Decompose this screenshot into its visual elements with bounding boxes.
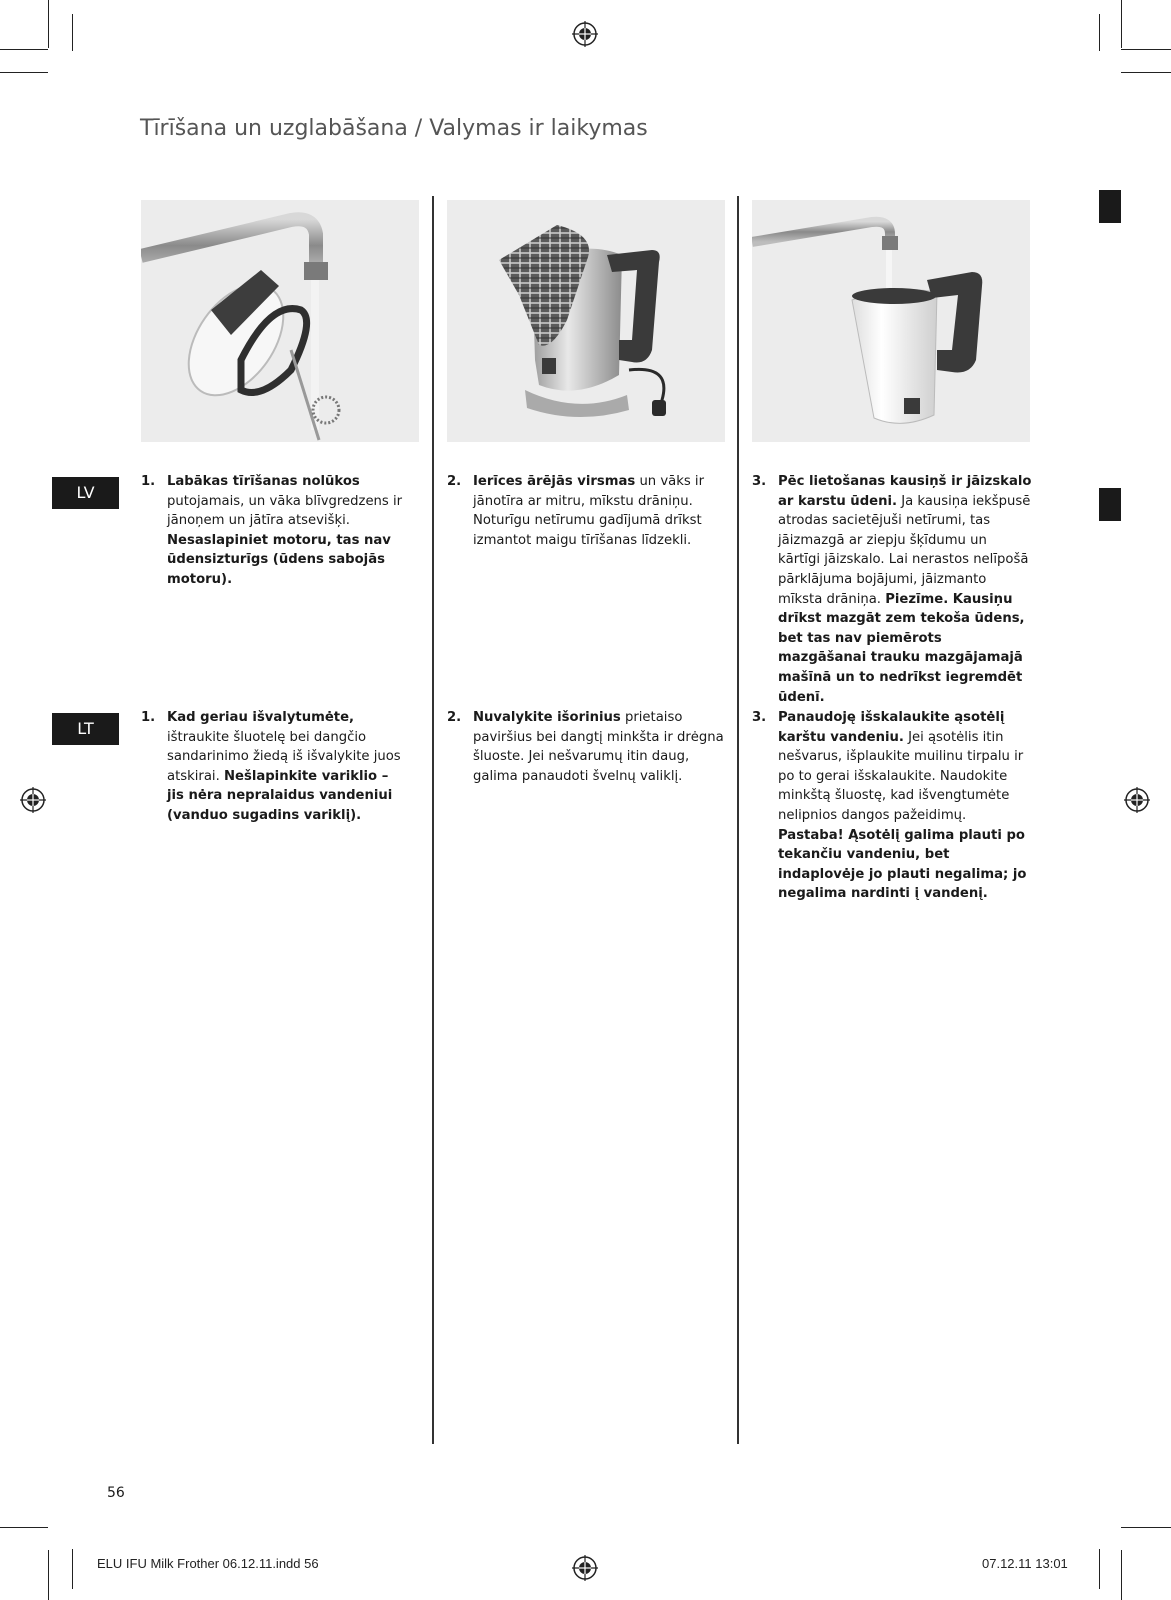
illustration-kettle-with-cloth <box>447 200 725 442</box>
registration-mark-icon <box>1124 787 1150 813</box>
crop-mark <box>48 1550 49 1600</box>
crop-mark <box>72 1549 73 1589</box>
step-text: Ja kausiņa iekšpusē atrodas sacietējuši netīrumi, tas jāizmazgā ar ziepju šķīdumu un kārtīgi jāizskalo. Lai nerastos nelīpošā pārklājuma bojājumi, jāizmanto mīksta drāniņa. <box>778 493 1031 607</box>
crop-mark <box>0 72 48 73</box>
crop-mark <box>0 49 48 50</box>
step-number: 1. <box>141 474 156 489</box>
lv-step-2 <box>447 472 727 550</box>
step-text: prietaiso paviršius bei dangtį minkšta ir drėgna šluoste. Jei nešvarumų itin daug, galima panaudoti švelnų valiklį. <box>473 710 724 784</box>
step-bold-intro: Panaudoję išskalaukite ąsotėlį karštu vandeniu. <box>778 710 1005 745</box>
illustration-whisk-under-tap <box>141 200 419 442</box>
step-bold-intro: Pēc lietošanas kausiņš ir jāizskalo ar karstu ūdeni. <box>778 474 1032 509</box>
lt-step-3 <box>752 708 1032 904</box>
page-number: 56 <box>107 1485 125 1501</box>
column-divider <box>432 196 434 1444</box>
crop-mark <box>0 1527 48 1528</box>
step-bold-note: Piezīme. Kausiņu drīkst mazgāt zem tekoša ūdens, bet tas nav piemērots mazgāšanai trauku mazgājamajā mašīnā un to nedrīkst iegremdēt ūdenī. <box>778 591 1025 705</box>
step-bold-warning: Nesaslapiniet motoru, tas nav ūdensizturīgs (ūdens sabojās motoru). <box>167 532 391 587</box>
crop-mark <box>1099 14 1100 51</box>
step-bold-warning: Nešlapinkite variklio – jis nėra nepralaidus vandeniui (vanduo sugadins variklį). <box>167 768 393 823</box>
kettle-cloth-icon <box>447 200 725 442</box>
crop-mark <box>1121 49 1171 50</box>
step-bold-intro: Labākas tīrīšanas nolūkos <box>167 474 360 489</box>
illustration-jug-under-tap <box>752 200 1030 442</box>
jug-under-tap-icon <box>752 200 1030 442</box>
step-bold-intro: Nuvalykite išorinius <box>473 710 621 725</box>
crop-mark <box>1121 0 1122 48</box>
footer-file-name: ELU IFU Milk Frother 06.12.11.indd 56 <box>97 1556 319 1571</box>
lv-step-3 <box>752 472 1032 707</box>
step-bold-intro: Ierīces ārējās virsmas <box>473 474 636 489</box>
step-bold-note: Pastaba! Ąsotėlį galima plauti po tekančiu vandeniu, bet indaplovėje jo plauti negalima; jo negalima nardinti į vandenį. <box>778 827 1027 902</box>
column-divider <box>737 196 739 1444</box>
language-tab-lt: LT <box>52 713 119 745</box>
side-tab-marker <box>1099 190 1121 223</box>
side-tab-marker <box>1099 488 1121 521</box>
step-number: 2. <box>447 474 462 489</box>
crop-mark <box>48 0 49 48</box>
step-text: putojamais, un vāka blīvgredzens ir jānoņem un jātīra atsevišķi. <box>167 493 403 529</box>
lv-step-1 <box>141 472 409 590</box>
footer-date: 07.12.11 13:01 <box>982 1556 1068 1571</box>
registration-mark-icon <box>572 1555 598 1581</box>
step-bold-intro: Kad geriau išvalytumėte, <box>167 710 355 725</box>
crop-mark <box>72 14 73 51</box>
lt-step-1 <box>141 708 409 826</box>
whisk-under-tap-icon <box>141 200 419 442</box>
language-tab-lv: LV <box>52 477 119 509</box>
registration-mark-icon <box>572 21 598 47</box>
crop-mark <box>1121 72 1171 73</box>
step-text: Jei ąsotėlis itin nešvarus, išplaukite muilinu tirpalu ir po to gerai išskalaukite. Naudokite minkštą šluostę, kad išvengtumėte nelipnios dangos pažeidimų. <box>778 729 1024 823</box>
crop-mark <box>1121 1527 1171 1528</box>
step-number: 2. <box>447 710 462 725</box>
step-number: 3. <box>752 710 767 725</box>
step-number: 1. <box>141 710 156 725</box>
crop-mark <box>1099 1549 1100 1589</box>
page-title: Tīrīšana un uzglabāšana / Valymas ir laikymas <box>140 116 648 141</box>
lt-step-2 <box>447 708 727 786</box>
step-text: un vāks ir jānotīra ar mitru, mīkstu drāniņu. Noturīgu netīrumu gadījumā drīkst izmantot maigu tīrīšanas līdzekli. <box>473 474 705 548</box>
step-text: ištraukite šluotelę bei dangčio sandarinimo žiedą iš išvalykite juos atskirai. <box>167 729 401 784</box>
step-number: 3. <box>752 474 767 489</box>
crop-mark <box>1121 1550 1122 1600</box>
registration-mark-icon <box>20 787 46 813</box>
